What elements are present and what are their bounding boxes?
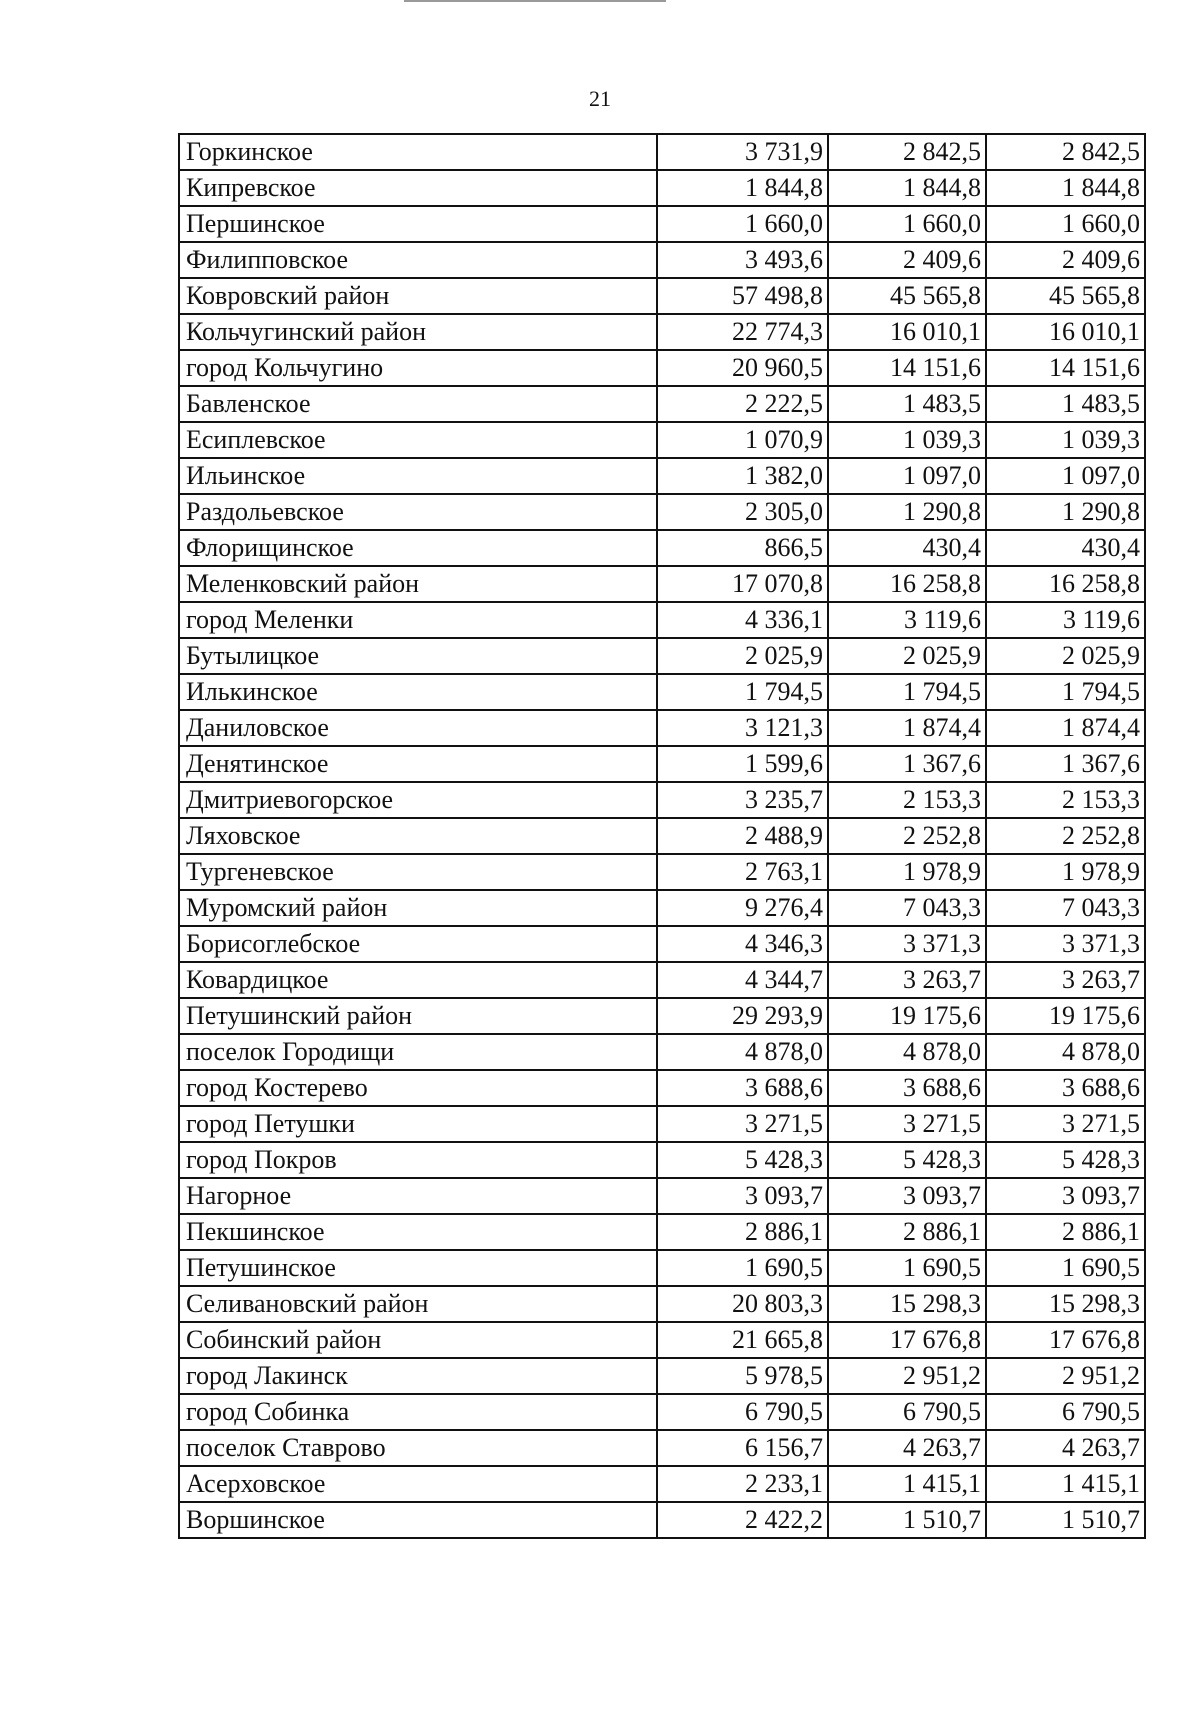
value-3-cell: 3 371,3 <box>986 926 1145 962</box>
municipality-name-cell: Ляховское <box>179 818 657 854</box>
municipality-name-cell: Ковровский район <box>179 278 657 314</box>
value-3-cell: 3 263,7 <box>986 962 1145 998</box>
value-1-cell: 6 790,5 <box>657 1394 828 1430</box>
value-2-cell: 1 510,7 <box>828 1502 986 1538</box>
value-2-cell: 5 428,3 <box>828 1142 986 1178</box>
value-2-cell: 19 175,6 <box>828 998 986 1034</box>
table-row <box>179 530 1145 566</box>
municipality-name-cell: поселок Городищи <box>179 1034 657 1070</box>
value-2-cell: 15 298,3 <box>828 1286 986 1322</box>
value-1-cell: 3 493,6 <box>657 242 828 278</box>
value-2-cell: 1 660,0 <box>828 206 986 242</box>
municipality-name-cell: Муромский район <box>179 890 657 926</box>
value-2-cell: 16 010,1 <box>828 314 986 350</box>
table-row <box>179 566 1145 602</box>
table-row <box>179 1430 1145 1466</box>
value-1-cell: 2 305,0 <box>657 494 828 530</box>
value-3-cell: 3 688,6 <box>986 1070 1145 1106</box>
municipality-name-cell: Пекшинское <box>179 1214 657 1250</box>
value-3-cell: 2 886,1 <box>986 1214 1145 1250</box>
table-row <box>179 1178 1145 1214</box>
value-2-cell: 2 886,1 <box>828 1214 986 1250</box>
municipality-name-cell: Денятинское <box>179 746 657 782</box>
table-row <box>179 782 1145 818</box>
value-1-cell: 4 344,7 <box>657 962 828 998</box>
value-3-cell: 2 842,5 <box>986 134 1145 170</box>
value-2-cell: 2 409,6 <box>828 242 986 278</box>
value-3-cell: 1 874,4 <box>986 710 1145 746</box>
value-1-cell: 2 886,1 <box>657 1214 828 1250</box>
municipality-name-cell: Селивановский район <box>179 1286 657 1322</box>
budget-table <box>178 133 1146 1539</box>
municipality-name-cell: Першинское <box>179 206 657 242</box>
table-row <box>179 242 1145 278</box>
value-1-cell: 5 978,5 <box>657 1358 828 1394</box>
municipality-name-cell: город Кольчугино <box>179 350 657 386</box>
table-row <box>179 422 1145 458</box>
table-row <box>179 350 1145 386</box>
value-3-cell: 2 252,8 <box>986 818 1145 854</box>
table-row <box>179 170 1145 206</box>
value-1-cell: 866,5 <box>657 530 828 566</box>
value-1-cell: 1 660,0 <box>657 206 828 242</box>
value-2-cell: 1 290,8 <box>828 494 986 530</box>
table-row <box>179 1250 1145 1286</box>
value-2-cell: 2 252,8 <box>828 818 986 854</box>
municipality-name-cell: Илькинское <box>179 674 657 710</box>
top-edge-rule <box>404 0 666 2</box>
municipality-name-cell: Тургеневское <box>179 854 657 890</box>
value-3-cell: 2 025,9 <box>986 638 1145 674</box>
table-row <box>179 926 1145 962</box>
municipality-name-cell: Ильинское <box>179 458 657 494</box>
municipality-name-cell: Раздольевское <box>179 494 657 530</box>
value-2-cell: 430,4 <box>828 530 986 566</box>
municipality-name-cell: Ковардицкое <box>179 962 657 998</box>
table-row <box>179 1034 1145 1070</box>
municipality-name-cell: Дмитриевогорское <box>179 782 657 818</box>
value-1-cell: 1 599,6 <box>657 746 828 782</box>
value-3-cell: 1 039,3 <box>986 422 1145 458</box>
table-row <box>179 458 1145 494</box>
value-3-cell: 3 093,7 <box>986 1178 1145 1214</box>
value-2-cell: 16 258,8 <box>828 566 986 602</box>
value-2-cell: 1 844,8 <box>828 170 986 206</box>
municipality-name-cell: поселок Ставрово <box>179 1430 657 1466</box>
value-3-cell: 16 258,8 <box>986 566 1145 602</box>
table-row <box>179 746 1145 782</box>
value-3-cell: 15 298,3 <box>986 1286 1145 1322</box>
value-1-cell: 4 346,3 <box>657 926 828 962</box>
value-1-cell: 1 070,9 <box>657 422 828 458</box>
value-2-cell: 4 878,0 <box>828 1034 986 1070</box>
value-3-cell: 2 409,6 <box>986 242 1145 278</box>
value-1-cell: 20 960,5 <box>657 350 828 386</box>
value-1-cell: 2 763,1 <box>657 854 828 890</box>
value-3-cell: 7 043,3 <box>986 890 1145 926</box>
municipality-name-cell: город Покров <box>179 1142 657 1178</box>
value-1-cell: 1 794,5 <box>657 674 828 710</box>
value-1-cell: 3 731,9 <box>657 134 828 170</box>
value-2-cell: 1 483,5 <box>828 386 986 422</box>
table-row <box>179 386 1145 422</box>
value-3-cell: 1 415,1 <box>986 1466 1145 1502</box>
municipality-name-cell: Петушинское <box>179 1250 657 1286</box>
value-3-cell: 1 690,5 <box>986 1250 1145 1286</box>
municipality-name-cell: город Меленки <box>179 602 657 638</box>
table-row <box>179 638 1145 674</box>
value-1-cell: 1 690,5 <box>657 1250 828 1286</box>
municipality-name-cell: Петушинский район <box>179 998 657 1034</box>
table-row <box>179 854 1145 890</box>
municipality-name-cell: Борисоглебское <box>179 926 657 962</box>
table-row <box>179 1466 1145 1502</box>
municipality-name-cell: Кипревское <box>179 170 657 206</box>
table-row <box>179 206 1145 242</box>
table-row <box>179 1214 1145 1250</box>
value-2-cell: 1 874,4 <box>828 710 986 746</box>
municipality-name-cell: Горкинское <box>179 134 657 170</box>
table-row <box>179 1106 1145 1142</box>
table-row <box>179 1502 1145 1538</box>
table-row <box>179 278 1145 314</box>
value-1-cell: 3 271,5 <box>657 1106 828 1142</box>
value-2-cell: 1 097,0 <box>828 458 986 494</box>
value-3-cell: 430,4 <box>986 530 1145 566</box>
table-row <box>179 1358 1145 1394</box>
value-2-cell: 7 043,3 <box>828 890 986 926</box>
value-2-cell: 3 688,6 <box>828 1070 986 1106</box>
municipality-name-cell: город Петушки <box>179 1106 657 1142</box>
value-2-cell: 6 790,5 <box>828 1394 986 1430</box>
value-1-cell: 1 844,8 <box>657 170 828 206</box>
table-row <box>179 962 1145 998</box>
value-1-cell: 22 774,3 <box>657 314 828 350</box>
value-2-cell: 45 565,8 <box>828 278 986 314</box>
value-3-cell: 16 010,1 <box>986 314 1145 350</box>
value-2-cell: 3 271,5 <box>828 1106 986 1142</box>
value-3-cell: 1 794,5 <box>986 674 1145 710</box>
municipality-name-cell: город Лакинск <box>179 1358 657 1394</box>
table-row <box>179 314 1145 350</box>
table-body <box>179 134 1145 1538</box>
value-2-cell: 4 263,7 <box>828 1430 986 1466</box>
value-1-cell: 2 233,1 <box>657 1466 828 1502</box>
municipality-name-cell: город Костерево <box>179 1070 657 1106</box>
table-row <box>179 1142 1145 1178</box>
value-2-cell: 1 039,3 <box>828 422 986 458</box>
table-row <box>179 1394 1145 1430</box>
value-2-cell: 3 093,7 <box>828 1178 986 1214</box>
value-3-cell: 17 676,8 <box>986 1322 1145 1358</box>
value-3-cell: 14 151,6 <box>986 350 1145 386</box>
table-row <box>179 674 1145 710</box>
municipality-name-cell: Есиплевское <box>179 422 657 458</box>
table-row <box>179 134 1145 170</box>
value-2-cell: 2 842,5 <box>828 134 986 170</box>
value-1-cell: 4 878,0 <box>657 1034 828 1070</box>
value-2-cell: 1 978,9 <box>828 854 986 890</box>
municipality-name-cell: Филипповское <box>179 242 657 278</box>
value-3-cell: 1 660,0 <box>986 206 1145 242</box>
municipality-name-cell: Бавленское <box>179 386 657 422</box>
value-3-cell: 3 271,5 <box>986 1106 1145 1142</box>
municipality-name-cell: Собинский район <box>179 1322 657 1358</box>
municipality-name-cell: Даниловское <box>179 710 657 746</box>
value-1-cell: 3 093,7 <box>657 1178 828 1214</box>
value-3-cell: 3 119,6 <box>986 602 1145 638</box>
value-2-cell: 17 676,8 <box>828 1322 986 1358</box>
value-3-cell: 5 428,3 <box>986 1142 1145 1178</box>
value-2-cell: 3 371,3 <box>828 926 986 962</box>
value-1-cell: 2 488,9 <box>657 818 828 854</box>
municipality-name-cell: Кольчугинский район <box>179 314 657 350</box>
value-1-cell: 3 121,3 <box>657 710 828 746</box>
value-1-cell: 9 276,4 <box>657 890 828 926</box>
value-2-cell: 2 153,3 <box>828 782 986 818</box>
municipality-name-cell: город Собинка <box>179 1394 657 1430</box>
value-3-cell: 1 290,8 <box>986 494 1145 530</box>
value-2-cell: 3 263,7 <box>828 962 986 998</box>
value-1-cell: 21 665,8 <box>657 1322 828 1358</box>
municipality-name-cell: Нагорное <box>179 1178 657 1214</box>
value-2-cell: 2 025,9 <box>828 638 986 674</box>
value-3-cell: 45 565,8 <box>986 278 1145 314</box>
value-1-cell: 57 498,8 <box>657 278 828 314</box>
value-2-cell: 1 415,1 <box>828 1466 986 1502</box>
table-row <box>179 1070 1145 1106</box>
value-3-cell: 1 978,9 <box>986 854 1145 890</box>
value-1-cell: 3 688,6 <box>657 1070 828 1106</box>
value-1-cell: 17 070,8 <box>657 566 828 602</box>
table-row <box>179 1322 1145 1358</box>
value-2-cell: 3 119,6 <box>828 602 986 638</box>
value-3-cell: 1 510,7 <box>986 1502 1145 1538</box>
municipality-name-cell: Флорищинское <box>179 530 657 566</box>
value-3-cell: 1 483,5 <box>986 386 1145 422</box>
value-3-cell: 2 951,2 <box>986 1358 1145 1394</box>
municipality-name-cell: Меленковский район <box>179 566 657 602</box>
value-1-cell: 2 025,9 <box>657 638 828 674</box>
value-1-cell: 6 156,7 <box>657 1430 828 1466</box>
value-1-cell: 2 222,5 <box>657 386 828 422</box>
municipality-name-cell: Асерховское <box>179 1466 657 1502</box>
value-2-cell: 1 794,5 <box>828 674 986 710</box>
value-1-cell: 4 336,1 <box>657 602 828 638</box>
table-row <box>179 602 1145 638</box>
value-3-cell: 1 844,8 <box>986 170 1145 206</box>
value-1-cell: 3 235,7 <box>657 782 828 818</box>
value-3-cell: 1 367,6 <box>986 746 1145 782</box>
page-number: 21 <box>589 86 611 111</box>
table-row <box>179 1286 1145 1322</box>
value-3-cell: 4 263,7 <box>986 1430 1145 1466</box>
value-2-cell: 1 367,6 <box>828 746 986 782</box>
table-row <box>179 710 1145 746</box>
value-3-cell: 4 878,0 <box>986 1034 1145 1070</box>
value-1-cell: 5 428,3 <box>657 1142 828 1178</box>
table-row <box>179 818 1145 854</box>
value-2-cell: 14 151,6 <box>828 350 986 386</box>
value-1-cell: 1 382,0 <box>657 458 828 494</box>
value-3-cell: 2 153,3 <box>986 782 1145 818</box>
value-2-cell: 2 951,2 <box>828 1358 986 1394</box>
table-row <box>179 998 1145 1034</box>
table-row <box>179 494 1145 530</box>
municipality-name-cell: Бутылицкое <box>179 638 657 674</box>
table-row <box>179 890 1145 926</box>
value-1-cell: 29 293,9 <box>657 998 828 1034</box>
value-3-cell: 1 097,0 <box>986 458 1145 494</box>
municipality-name-cell: Воршинское <box>179 1502 657 1538</box>
value-3-cell: 6 790,5 <box>986 1394 1145 1430</box>
value-1-cell: 20 803,3 <box>657 1286 828 1322</box>
value-3-cell: 19 175,6 <box>986 998 1145 1034</box>
value-1-cell: 2 422,2 <box>657 1502 828 1538</box>
value-2-cell: 1 690,5 <box>828 1250 986 1286</box>
